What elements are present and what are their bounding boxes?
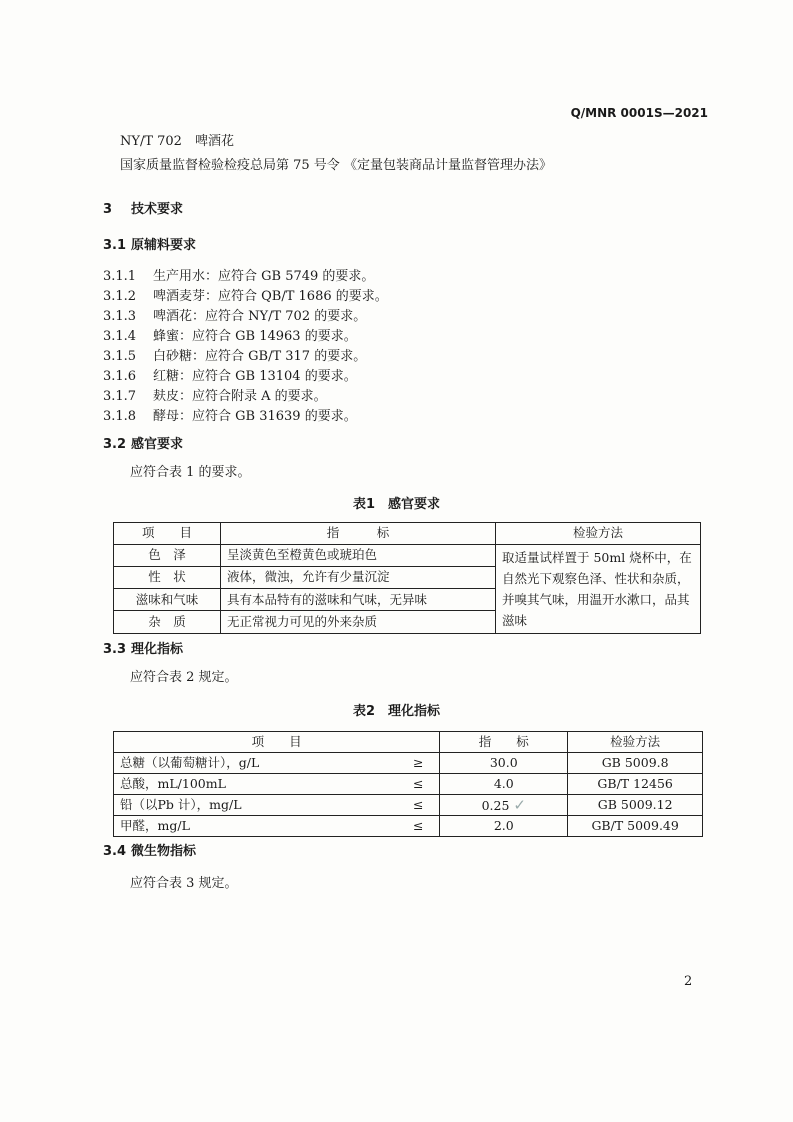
header-cell: 检验方法 xyxy=(496,523,701,545)
section-heading-3-1: 3.1 原辅料要求 xyxy=(103,238,197,253)
item-cell: 性 状 xyxy=(114,566,221,588)
requirement-cell: 液体，微浊，允许有少量沉淀 xyxy=(221,566,496,588)
section-heading-3-4: 3.4 微生物指标 xyxy=(103,844,197,859)
value-cell: 2.0 xyxy=(440,816,568,837)
operator-cell: ≥ xyxy=(397,753,440,774)
paragraph: 应符合表 3 规定。 xyxy=(130,876,238,891)
requirement-item: 3.1.1 生产用水：应符合 GB 5749 的要求。 xyxy=(103,269,375,284)
physicochemical-table xyxy=(113,731,703,837)
section-heading-3-3: 3.3 理化指标 xyxy=(103,642,184,657)
section-heading-3-2: 3.2 感官要求 xyxy=(103,437,184,452)
header-cell: 检验方法 xyxy=(568,732,703,753)
header-cell: 指 标 xyxy=(440,732,568,753)
paragraph: 应符合表 2 规定。 xyxy=(130,670,238,685)
operator-cell: ≤ xyxy=(397,774,440,795)
value-cell: 0.25 ✓ xyxy=(440,795,568,816)
item-cell: 甲醛，mg/L xyxy=(114,816,398,837)
requirement-item: 3.1.5 白砂糖：应符合 GB/T 317 的要求。 xyxy=(103,349,367,364)
requirement-item: 3.1.4 蜂蜜：应符合 GB 14963 的要求。 xyxy=(103,329,357,344)
standard-number: Q/MNR 0001S—2021 xyxy=(570,106,708,120)
method-cell: GB 5009.12 xyxy=(568,795,703,816)
requirement-cell: 无正常视力可见的外来杂质 xyxy=(221,611,496,633)
reference-line: 国家质量监督检验检疫总局第 75 号令 《定量包装商品计量监督管理办法》 xyxy=(120,158,552,173)
header-cell: 项 目 xyxy=(114,732,440,753)
checkmark-icon: ✓ xyxy=(513,795,526,814)
value-cell: 4.0 xyxy=(440,774,568,795)
table-row xyxy=(114,795,703,816)
table2-title: 表2 理化指标 xyxy=(352,704,441,719)
sensory-table xyxy=(113,522,701,634)
reference-line: NY/T 702 啤酒花 xyxy=(120,134,234,149)
method-cell: GB 5009.8 xyxy=(568,753,703,774)
item-cell: 总糖（以葡萄糖计），g/L xyxy=(114,753,398,774)
method-cell: 取适量试样置于 50ml 烧杯中，在自然光下观察色泽、性状和杂质，并嗅其气味，用温开水漱口，品其滋味 xyxy=(496,544,701,633)
requirement-item: 3.1.3 啤酒花：应符合 NY/T 702 的要求。 xyxy=(103,309,367,324)
value-cell: 30.0 xyxy=(440,753,568,774)
table-row xyxy=(114,753,703,774)
page-number: 2 xyxy=(684,974,693,989)
paragraph: 应符合表 1 的要求。 xyxy=(130,465,251,480)
section-heading-3: 3 技术要求 xyxy=(103,202,184,217)
table-row xyxy=(114,774,703,795)
item-cell: 铅（以Pb 计），mg/L xyxy=(114,795,398,816)
table-row xyxy=(114,816,703,837)
method-cell: GB/T 5009.49 xyxy=(568,816,703,837)
requirement-cell: 呈淡黄色至橙黄色或琥珀色 xyxy=(221,544,496,566)
requirement-item: 3.1.8 酵母：应符合 GB 31639 的要求。 xyxy=(103,409,357,424)
header-cell: 指 标 xyxy=(221,523,496,545)
header-cell: 项 目 xyxy=(114,523,221,545)
operator-cell: ≤ xyxy=(397,795,440,816)
requirement-item: 3.1.2 啤酒麦芽：应符合 QB/T 1686 的要求。 xyxy=(103,289,388,304)
item-cell: 色 泽 xyxy=(114,544,221,566)
item-cell: 杂 质 xyxy=(114,611,221,633)
requirement-cell: 具有本品特有的滋味和气味，无异味 xyxy=(221,589,496,611)
operator-cell: ≤ xyxy=(397,816,440,837)
method-cell: GB/T 12456 xyxy=(568,774,703,795)
requirement-item: 3.1.6 红糖：应符合 GB 13104 的要求。 xyxy=(103,369,357,384)
item-cell: 总酸，mL/100mL xyxy=(114,774,398,795)
item-cell: 滋味和气味 xyxy=(114,589,221,611)
requirement-item: 3.1.7 麸皮：应符合附录 A 的要求。 xyxy=(103,389,327,404)
table1-title: 表1 感官要求 xyxy=(352,497,441,512)
